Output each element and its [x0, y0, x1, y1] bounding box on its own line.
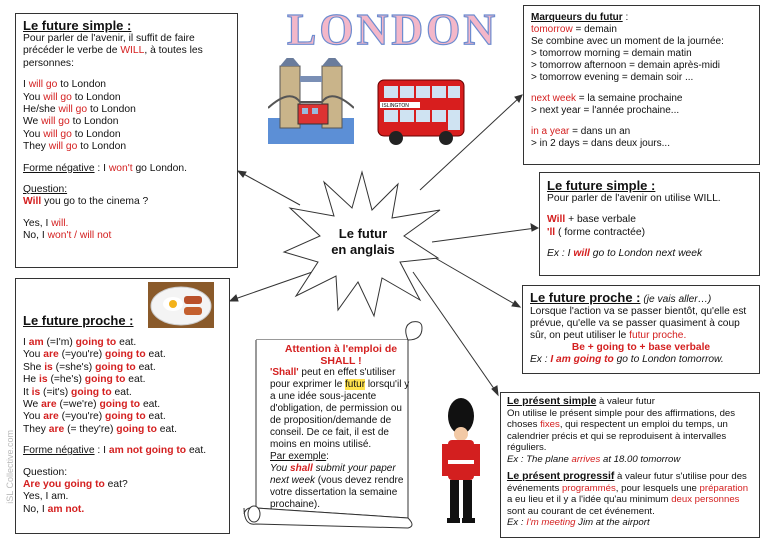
box1-row: You will go to London — [23, 91, 121, 103]
future-simple-box — [15, 13, 238, 268]
box6-para1: On utilise le présent simple pour des affirmations, des choses fixes, qui respectent un emploi du temps, un calendrier précis et qui se reproduisent à intervalles réguliers. — [507, 407, 736, 453]
box1-intro-text: Pour parler de l'avenir, il suffit de faire précéder le verbe de — [23, 33, 195, 57]
arrowhead-box5 — [512, 301, 520, 307]
box6-title1-row: Le présent simple à valeur futur — [507, 395, 655, 407]
box6-example2: Ex : I'm meeting Jim at the airport — [507, 517, 650, 528]
box2-row: I am (=I'm) going to eat. — [23, 337, 137, 348]
box1-row: They will go to London — [23, 141, 127, 153]
box1-row: You will go to London — [23, 128, 121, 140]
box1-row: I will go to London — [23, 79, 107, 91]
box1-row: He/she will go to London — [23, 104, 136, 116]
box3-line: tomorrow = demain — [531, 24, 617, 35]
shall-example: You shall submit your paper next week (vous devez rendre votre dissertation la semaine prochaine). — [270, 463, 404, 510]
marqueurs-box — [523, 5, 760, 165]
box4-line2: Will + base verbale — [547, 214, 636, 226]
box1-yes: Yes, I will. — [23, 217, 69, 229]
box1-title: Le future simple : — [23, 18, 132, 33]
box1-intro — [23, 33, 230, 70]
box2-row: He is (=he's) going to eat. — [23, 374, 146, 386]
box3-line: > tomorrow morning = demain matin — [531, 48, 692, 59]
box2-title: Le future proche : — [23, 313, 134, 328]
bus-sign: ISLINGTON — [382, 103, 409, 109]
box2-negative: Forme négative : I am not going to eat. — [23, 445, 207, 457]
box4-title: Le future simple : — [547, 178, 656, 193]
box2-row: You are (=you're) going to eat. — [23, 411, 166, 423]
shall-body: 'Shall' peut en effet s'utiliser pour exprimer le futur lorsqu'il y a une idée sous-jacente d'obligation, de permission ou de proposition/demande de conseil. De ce fait, il est de moins en moins utilisé. — [270, 367, 410, 450]
royal-guard-image — [436, 398, 486, 530]
box4-example: Ex : I will go to London next week — [547, 248, 703, 260]
shall-example-label: Par exemple: — [270, 451, 329, 462]
box3-line: > tomorrow evening = demain soir ... — [531, 72, 694, 83]
page-title: LONDON — [287, 5, 499, 54]
box3-line: > tomorrow afternoon = demain après-midi — [531, 60, 720, 71]
shall-title: Attention à l'emploi de SHALL ! — [284, 343, 398, 367]
box1-intro-will: WILL — [120, 45, 145, 57]
box6-example1: Ex : The plane arrives at 18.00 tomorrow — [507, 453, 681, 465]
box3-title-row: Marqueurs du futur : — [531, 12, 629, 23]
box5-title-row: Le future proche : (je vais aller…) — [530, 290, 712, 305]
box3-line: > in 2 days = dans deux jours... — [531, 138, 670, 149]
future-proche-rule-box — [522, 285, 760, 374]
box2-row: We are (=we're) going to eat. — [23, 399, 161, 411]
box2-row: They are (= they're) going to eat. — [23, 423, 177, 435]
watermark: iSL Collective.com — [5, 430, 15, 504]
box1-intro-end: , à toutes les personnes: — [23, 45, 203, 69]
box4-line3: 'll ( forme contractée) — [547, 226, 646, 238]
center-line-1: Le futur — [338, 226, 388, 241]
box2-question-label: Question: — [23, 466, 68, 478]
box5-formula: Be + going to + base verbale — [571, 342, 711, 353]
box3-line: > next year = l'année prochaine... — [531, 105, 680, 116]
center-title — [318, 226, 408, 266]
box1-no: No, I won't / will not — [23, 230, 112, 242]
box2-yes: Yes, I am. — [23, 491, 69, 503]
box3-line: in a year = dans un an — [531, 126, 631, 137]
arrowhead-box4 — [531, 224, 538, 231]
box2-no: No, I am not. — [23, 503, 85, 515]
box6-para2: Le présent progressif à valeur futur s'utilise pour des événements programmés, pour lesquels une préparation a eu lieu et il y a l'idée qu'au minimum deux personnes sont au courant de cet événement. — [507, 470, 749, 517]
box2-row: You are (=you're) going to eat. — [23, 349, 166, 361]
arrow-to-box4 — [432, 228, 536, 242]
box4-line1: Pour parler de l'avenir on utilise WILL. — [547, 193, 721, 204]
box5-body: Lorsque l'action va se passer bientôt, qu'elle est prévue, qu'elle va se passer quasiment à coup sûr, on peut utiliser le futur proche. — [530, 306, 747, 341]
arrowhead-box1 — [238, 171, 246, 177]
red-bus-image — [376, 76, 466, 146]
center-line-2: en anglais — [331, 242, 395, 257]
shall-note — [270, 343, 412, 511]
box6-title2: Le présent progressif — [507, 470, 615, 482]
box1-row: We will go to London — [23, 116, 119, 128]
box6-title1: Le présent simple — [507, 395, 597, 407]
box3-line: next week = la semaine prochaine — [531, 93, 683, 104]
box3-line: Se combine avec un moment de la journée: — [531, 36, 724, 47]
arrowhead-box2 — [230, 295, 238, 301]
tower-bridge-image — [268, 58, 354, 144]
food-plate-image — [148, 282, 214, 328]
box2-row: She is (=she's) going to eat. — [23, 361, 156, 373]
box2-row: It is (=it's) going to eat. — [23, 386, 132, 398]
box3-title: Marqueurs du futur — [531, 12, 623, 23]
present-futur-box — [500, 392, 760, 538]
box5-title: Le future proche : — [530, 290, 641, 305]
box1-question: Will you go to the cinema ? — [23, 196, 149, 208]
box5-example: Ex : I am going to go to London tomorrow. — [530, 354, 724, 365]
future-simple-will-box — [539, 172, 760, 276]
box2-question: Are you going to eat? — [23, 479, 128, 491]
box1-question-label: Question: — [23, 184, 68, 196]
box1-negative: Forme négative : I won't go London. — [23, 162, 187, 174]
